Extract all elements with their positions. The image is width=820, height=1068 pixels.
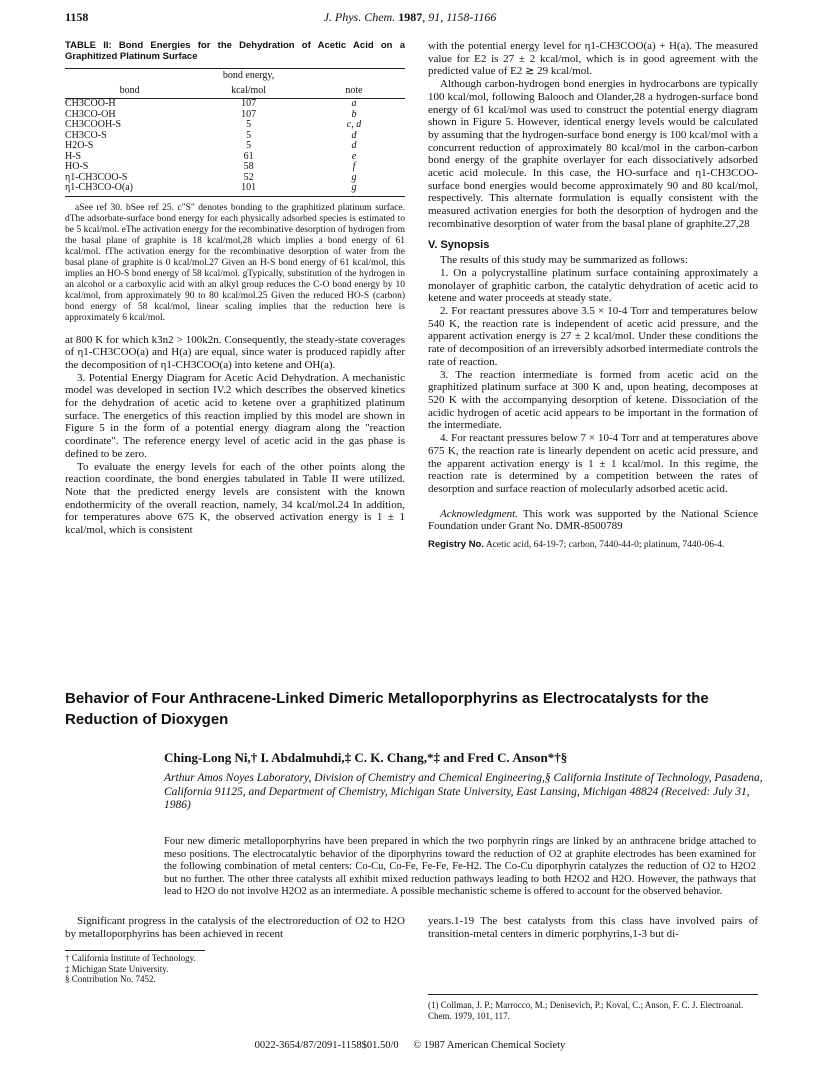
cell-energy: 5 [246, 119, 252, 130]
cell-energy: 101 [194, 183, 303, 196]
intro-left: Significant progress in the catalysis of the electroreduction of O2 to H2O by metalloporphyrins has been achieved in recent [65, 915, 405, 940]
cell-bond: CH3CO-S [65, 129, 107, 141]
author-block [164, 750, 764, 813]
table-footnotes: aSee ref 30. bSee ref 25. c"S" denotes bonding to the graphitized platinum surface. dThe adsorbate-surface bond energy for each physically adsorbed species is estimated to be 5 kcal/mol. eThe activation energy for the recombinative desorption of hydrogen from the basal plane of graphite is 18 kcal/mol,28 which implies a bond energy of 61 kcal/mol. fThe activation energy for the recombinative desorption of water from the basal plane of graphite is 0 kcal/mol.27 Given an H-S bond energy of 61 kcal/mol, this implies an HO-S bond energy of 58 kcal/mol. gTypically, substitution of the hydrogen in an alcohol or a carboxylic acid with an alkyl group reduces the C-O bond energy by 10 kcal/mol, from approximately 90 to 80 kcal/mol.25 Given the reduced HO-S (carbon) bond energy of 58 kcal/mol, linear scaling implies that the reduction here is approximately 6 kcal/mol. [65, 202, 405, 323]
footnote-rule [65, 950, 205, 951]
page-footer [0, 1040, 820, 1051]
table-row [65, 141, 405, 152]
cell-bond: HO-S [65, 161, 89, 172]
paragraph: Although carbon-hydrogen bond energies in hydrocarbons are typically 100 kcal/mol, following Balooch and Olander,28 a hydrogen-surface bond energy of 61 kcal/mol was used to construct the potential energy diagram shown in Figure 5. However, identical energy levels would be calculated by assuming that the hydrogen-surface bond energy is 100 kcal/mol with a concurrent reduction of approximately 80 kcal/mol in the carbon-carbon bond energy of the graphite overlayer for each dissociatively adsorbed acetic acid molecule. In this case, the HO-surface and η1-CH3COO-surface bond energies would become approximately 90 and 80 kcal/mol, respectively. This alternate formulation is equally consistent with the measured activation energies for both the desorption of hydrogen and the recombinative desorption of water from the basal plane of graphite.27,28 [428, 78, 758, 230]
registry-numbers: Registry No. Acetic acid, 64-19-7; carbon, 7440-44-0; platinum, 7440-06-4. [428, 539, 725, 551]
table-row [65, 183, 405, 196]
paragraph: To evaluate the energy levels for each of the other points along the reaction coordinate, the bond energies tabulated in Table II were utilized. Note that the predicted energy levels are consistent with the known endothermicity of the overall reaction, namely, 34 kcal/mol.24 In addition, for temperatures above 675 K, the observed activation energy is 1 ± 1 kcal/mol, which is consistent [65, 460, 405, 537]
synopsis-item: 4. For reactant pressures below 7 × 10-4 Torr and at temperatures above 675 K, the reaction rate is linearly dependent on acetic acid pressure, and the apparent activation energy is 1 ± 1 kcal/mol. In this regime, the reaction rate is determined by a competition between the rates of desorption and surface reaction of molecularly adsorbed acetic acid. [428, 432, 758, 495]
author-list: Ching-Long Ni,† I. Abdalmuhdi,‡ C. K. Chang,*‡ and Fred C. Anson*†§ [164, 750, 568, 765]
page-number: 1158 [65, 10, 89, 24]
cell-bond: CH3CO-OH [65, 108, 116, 120]
cell-energy: 107 [241, 98, 257, 109]
abstract: Four new dimeric metalloporphyrins have been prepared in which the two porphyrin rings are linked by an anthracene bridge attached to meso positions. The electrocatalytic behavior of the diporphyrins toward the reduction of O2 at graphite electrodes has been examined for the following combination of metal centers: Co-Cu, Co-Fe, Fe-Fe, Fe-H2. The Co-Cu diporphyrin catalyzes the reduction of O2 to H2O2 but no further. The other three catalysts all exhibit mixed reduction pathways leading to both H2O2 and H2O. However, the pathways that lead to H2O do not involve H2O2 as an intermediate. A possible mechanistic scheme is offered to account for the observed behavior. [164, 836, 756, 897]
reference-footnote: (1) Collman, J. P.; Marrocco, M.; Denisevich, P.; Koval, C.; Anson, F. C. J. Electroanal. Chem. 1979, 101, 117. [428, 1000, 744, 1021]
cell-energy: 58 [243, 161, 254, 172]
cell-note: f [352, 161, 356, 172]
paragraph: The results of this study may be summarized as follows: [440, 254, 688, 267]
affiliation: Arthur Amos Noyes Laboratory, Division of Chemistry and Chemical Engineering,§ California Institute of Technology, Pasadena, California 91125, and Department of Chemistry, Michigan State University, East Lansing, Michigan 48824 (Received: July 31, 1986) [164, 772, 763, 811]
right-column [428, 40, 758, 551]
cell-note: g [303, 183, 405, 196]
article-code: 0022-3654/87/2091-1158$01.50/0 [254, 1040, 399, 1051]
cell-energy: 107 [241, 108, 257, 120]
table-row [65, 162, 405, 173]
cell-note: c, d [346, 119, 362, 130]
synopsis-item: 1. On a polycrystalline platinum surface containing approximately a monolayer of graphitic carbon, the catalytic dehydration of acetic acid to ketene and water proceeds at steady state. [428, 266, 758, 305]
paragraph: 3. Potential Energy Diagram for Acetic Acid Dehydration. A mechanistic model was developed in section IV.2 which describes the observed kinetics for the dehydration of acetic acid to ketene over a graphitized platinum surface. The energetics of this reaction implied by this model are shown in Figure 5 in the form of a potential energy diagram along the "reaction coordinate". The reference energy level of acetic acid in the gas phase is defined to be zero. [65, 371, 405, 460]
col-header-bond: bond [65, 84, 194, 99]
left-column [65, 40, 405, 537]
reference-rule [428, 994, 758, 995]
table-caption: TABLE II: Bond Energies for the Dehydration of Acetic Acid on a Graphitized Platinum Surface [65, 40, 405, 62]
cell-bond: η1-CH3CO-O(a) [65, 183, 194, 196]
cell-note: b [351, 108, 357, 120]
paragraph: with the potential energy level for η1-CH3COO(a) + H(a). The measured value for E2 is 27 ± 2 kcal/mol, which is in good agreement with the predicted value of E2 ≳ 29 kcal/mol. [428, 40, 758, 78]
article-title-block [65, 688, 755, 730]
author-footnotes: † California Institute of Technology. ‡ Michigan State University. § Contribution No. 7452. [65, 953, 196, 984]
article-title: Behavior of Four Anthracene-Linked Dimeric Metalloporphyrins as Electrocatalysts for the Reduction of Dioxygen [65, 690, 709, 728]
cell-bond: CH3COO-H [65, 98, 116, 109]
table-row [65, 99, 405, 110]
cell-energy: 5 [246, 129, 252, 141]
col-header-energy-2: kcal/mol [194, 84, 303, 99]
col-header-note: note [303, 84, 405, 99]
section-heading: V. Synopsis [428, 238, 490, 251]
cell-bond: H2O-S [65, 140, 94, 151]
synopsis-item: 2. For reactant pressures above 3.5 × 10-4 Torr and temperatures below 540 K, the reaction rate is independent of acetic acid pressure, and the apparent activation energy is 27 ± 2 kcal/mol. Under these conditions the rate of decomposition of an irreversibly adsorbed intermediate controls the rate of reaction. [428, 305, 758, 368]
intro-right: years.1-19 The best catalysts from this class have involved pairs of transition-metal centers in dimeric porphyrins,1-3 but di- [428, 915, 758, 940]
cell-energy: 52 [243, 171, 254, 183]
cell-note: g [351, 171, 357, 183]
cell-bond: H-S [65, 150, 82, 162]
left-body-text [65, 334, 405, 537]
acknowledgment: Acknowledgment. This work was supported by the National Science Foundation under Grant No. DMR-8500789 [428, 507, 759, 533]
cell-note: e [351, 150, 357, 162]
cell-bond: η1-CH3COO-S [65, 171, 128, 183]
table-row [65, 120, 405, 131]
cell-note: a [351, 98, 357, 109]
col-header-energy-1: bond energy, [194, 69, 303, 84]
paragraph: at 800 K for which k3n2 > 100k2n. Consequently, the steady-state coverages of η1-CH3COO(a) and H(a) are equal, since water is produced rapidly after the decomposition of η1-CH3COO(a) into ketene and OH(a). [65, 333, 405, 371]
synopsis-item: 3. The reaction intermediate is formed from acetic acid on the graphitized platinum surface at 300 K and, upon heating, decomposes at 520 K with the accompanying desorption of ketene. Dissociation of the acidic hydrogen of acetic acid appears to be important in the formation of the intermediate. [428, 368, 758, 432]
cell-bond: CH3COOH-S [65, 119, 122, 130]
running-header [65, 10, 755, 28]
cell-note: d [351, 129, 357, 141]
cell-energy: 61 [243, 150, 254, 162]
bond-energy-table [65, 68, 405, 197]
journal-citation: J. Phys. Chem. 1987, 91, 1158-1166 [323, 10, 497, 24]
cell-note: d [351, 140, 357, 151]
cell-energy: 5 [246, 140, 252, 151]
copyright: © 1987 American Chemical Society [413, 1040, 566, 1051]
